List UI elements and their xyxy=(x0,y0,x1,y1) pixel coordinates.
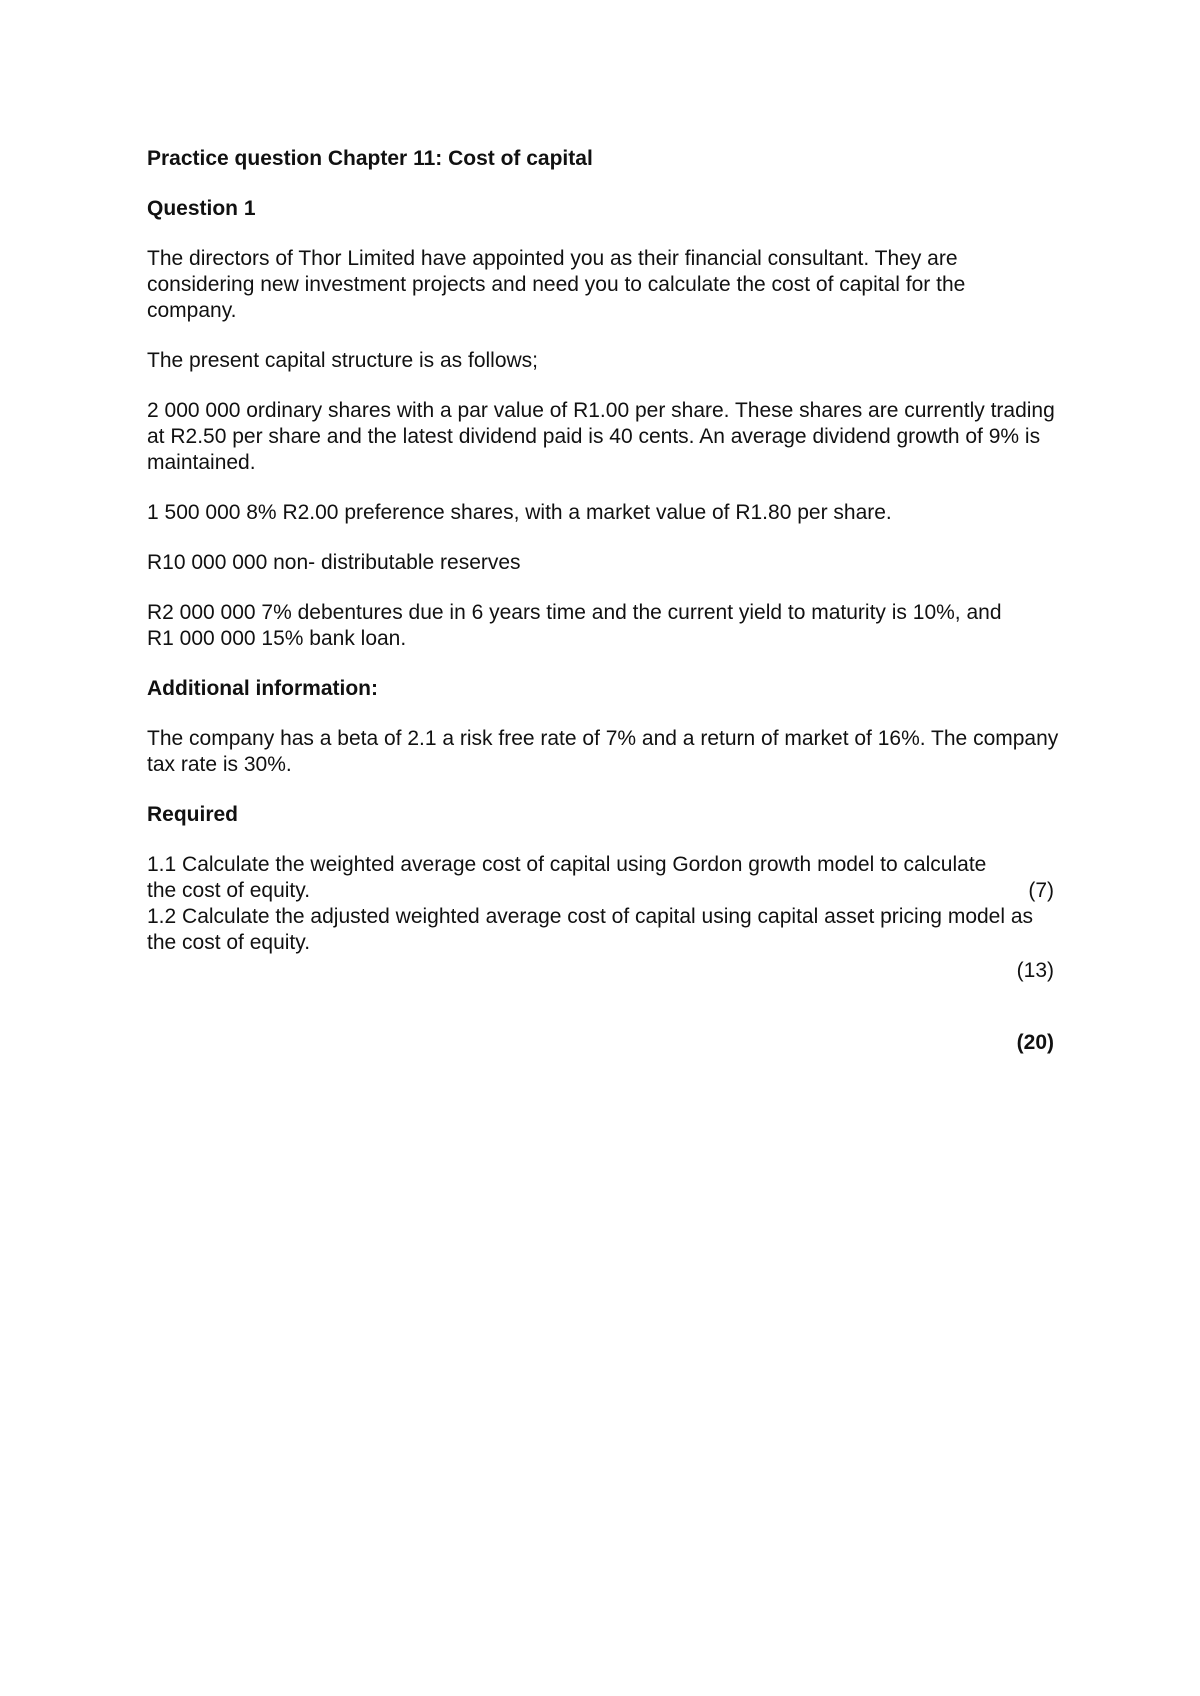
spacer xyxy=(147,526,1060,550)
spacer xyxy=(147,702,1060,726)
requirement-2 xyxy=(147,904,1060,984)
additional-info-paragraph: The company has a beta of 2.1 a risk free rate of 7% and a return of market of 16%. The company tax rate is 30%. xyxy=(147,727,1059,776)
intro-paragraph: The directors of Thor Limited have appointed you as their financial consultant. They are considering new investment projects and need you to calculate the cost of capital for the company. xyxy=(147,247,966,322)
requirement-1 xyxy=(147,852,1060,904)
question-heading: Question 1 xyxy=(147,197,256,220)
debentures-line: R2 000 000 7% debentures due in 6 years time and the current yield to maturity is 10%, and xyxy=(147,601,1002,624)
requirement-1-marks: (7) xyxy=(1028,879,1054,902)
total-marks: (20) xyxy=(1016,1031,1054,1054)
required-heading: Required xyxy=(147,803,239,826)
spacer xyxy=(147,222,1060,246)
spacer xyxy=(147,984,1060,1030)
requirement-2-marks: (13) xyxy=(1016,959,1054,982)
debt-paragraph xyxy=(147,600,1060,652)
spacer xyxy=(147,778,1060,802)
capital-structure-intro: The present capital structure is as follows; xyxy=(147,349,539,372)
spacer xyxy=(147,828,1060,852)
additional-info-heading: Additional information: xyxy=(147,677,378,700)
spacer xyxy=(147,172,1060,196)
spacer xyxy=(147,576,1060,600)
bank-loan-line: R1 000 000 15% bank loan. xyxy=(147,627,407,650)
spacer xyxy=(147,652,1060,676)
requirement-1-line-1: 1.1 Calculate the weighted average cost of capital using Gordon growth model to calculate xyxy=(147,853,987,876)
spacer xyxy=(147,374,1060,398)
preference-shares-paragraph: 1 500 000 8% R2.00 preference shares, with a market value of R1.80 per share. xyxy=(147,501,892,524)
document-body xyxy=(147,146,1060,1056)
spacer xyxy=(147,324,1060,348)
spacer xyxy=(147,476,1060,500)
requirement-2-text: 1.2 Calculate the adjusted weighted average cost of capital using capital asset pricing model as the cost of equity. xyxy=(147,905,1034,954)
document-title: Practice question Chapter 11: Cost of capital xyxy=(147,147,593,170)
requirement-1-text: the cost of equity. xyxy=(147,879,311,902)
requirement-1-line-2 xyxy=(147,878,1060,904)
reserves-paragraph: R10 000 000 non- distributable reserves xyxy=(147,551,521,574)
ordinary-shares-paragraph: 2 000 000 ordinary shares with a par value of R1.00 per share. These shares are currently trading at R2.50 per share and the latest dividend paid is 40 cents. An average dividend growth of 9% is maintained. xyxy=(147,399,1055,474)
